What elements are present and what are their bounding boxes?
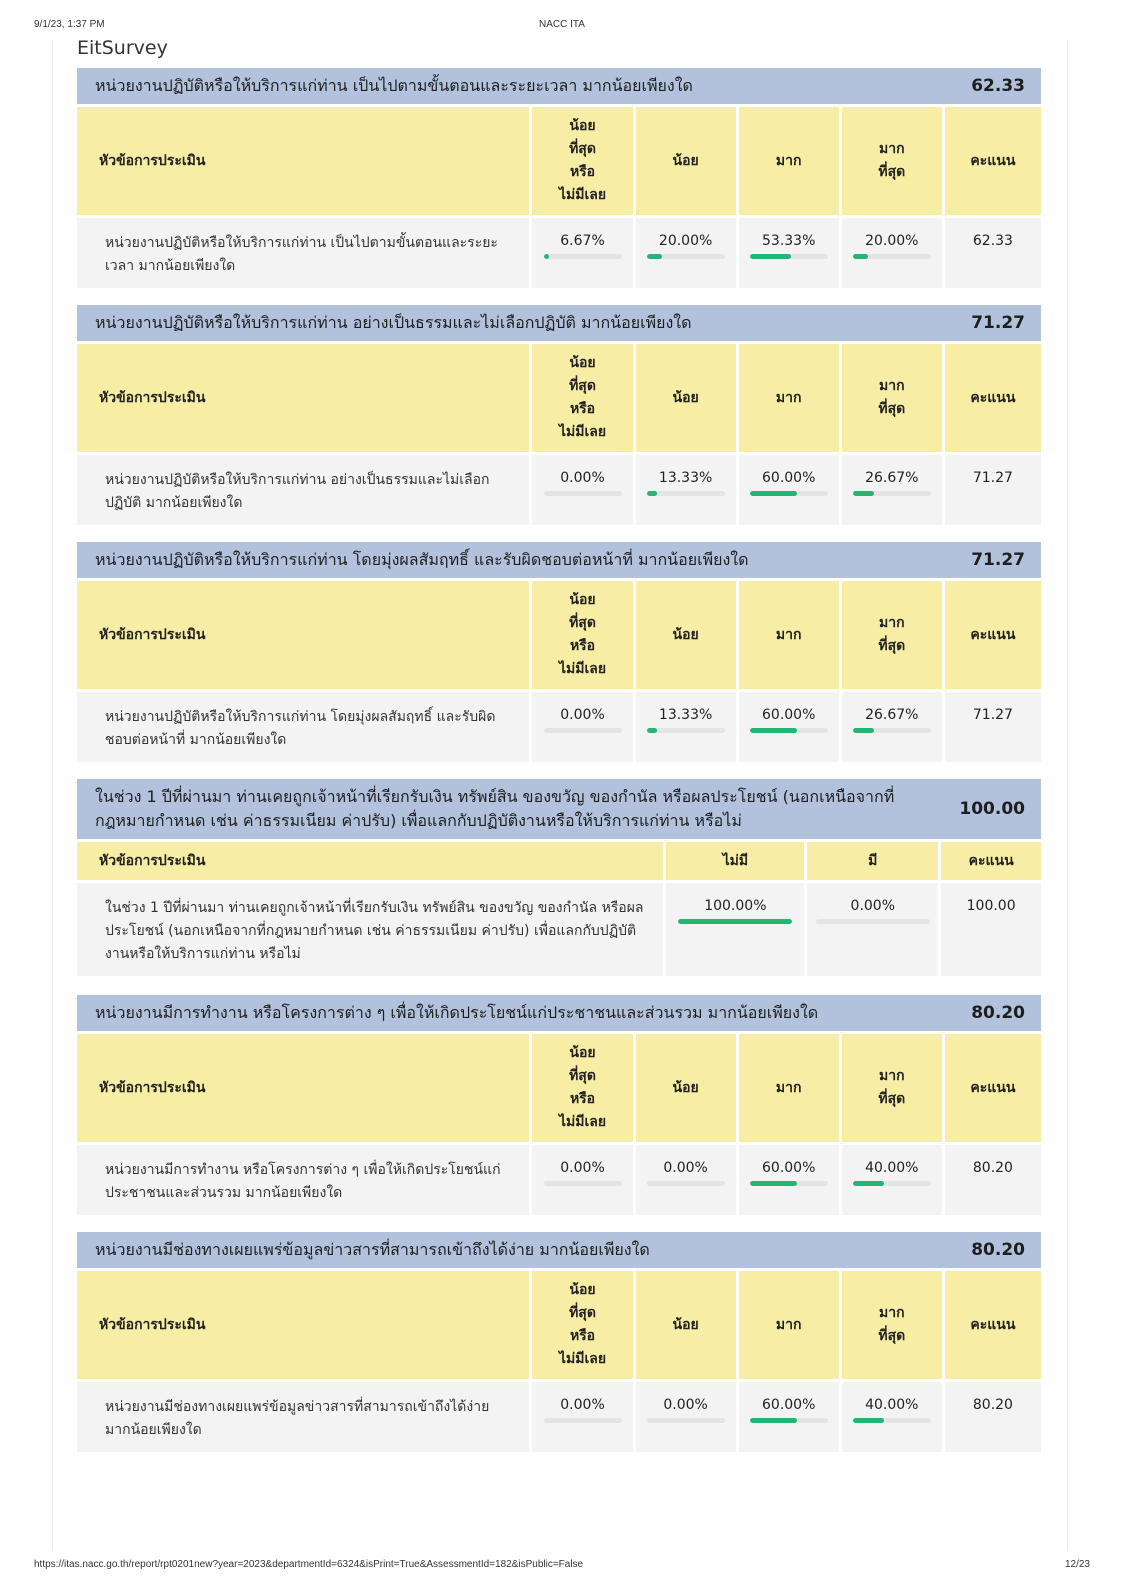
value-text: 0.00%	[560, 1397, 605, 1413]
progress-bar	[544, 491, 622, 496]
header-most: มาก ที่สุด	[842, 107, 942, 215]
value-text: 26.67%	[865, 470, 919, 486]
progress-fill	[544, 254, 549, 259]
header-much: มาก	[739, 344, 839, 452]
progress-bar	[853, 254, 931, 259]
cell-little	[636, 218, 736, 288]
question-title: หน่วยงานมีช่องทางเผยแพร่ข้อมูลข่าวสารที่สามารถเข้าถึงได้ง่าย มากน้อยเพียงใด	[95, 1240, 650, 1259]
cell-score	[945, 218, 1041, 288]
header-least: น้อย ที่สุด หรือ ไม่มีเลย	[532, 107, 632, 215]
cell-little	[636, 455, 736, 525]
value-text: 0.00%	[560, 707, 605, 723]
value-text: 62.33	[972, 233, 1013, 249]
value-text: 0.00%	[560, 470, 605, 486]
value-text: 60.00%	[762, 1397, 816, 1413]
question-title: หน่วยงานปฏิบัติหรือให้บริการแก่ท่าน โดยมุ่งผลสัมฤทธิ์ และรับผิดชอบต่อหน้าที่ มากน้อยเพียงใด	[95, 550, 749, 569]
header-item: หัวข้อการประเมิน	[77, 842, 663, 880]
value-text: 80.20	[972, 1160, 1013, 1176]
cell-no	[666, 883, 804, 976]
progress-fill	[647, 491, 657, 496]
value-text: 0.00%	[663, 1397, 708, 1413]
header-most: มาก ที่สุด	[842, 344, 942, 452]
page-number: 12/23	[1064, 1559, 1090, 1570]
question-section-3	[77, 542, 1041, 765]
table-row	[77, 218, 1041, 288]
value-text: 100.00	[966, 898, 1016, 914]
question-title: หน่วยงานมีการทำงาน หรือโครงการต่าง ๆ เพื่อให้เกิดประโยชน์แก่ประชาชนและส่วนรวม มากน้อยเพียงใด	[95, 1003, 819, 1022]
cell-much	[739, 1382, 839, 1452]
header-much: มาก	[739, 1034, 839, 1142]
progress-bar	[750, 1181, 828, 1186]
header-little: น้อย	[636, 344, 736, 452]
brand-logo: EitSurvey	[77, 37, 168, 59]
question-section-4	[77, 779, 1041, 979]
print-header	[34, 19, 1090, 33]
cell-much	[739, 1145, 839, 1215]
header-no: ไม่มี	[666, 842, 804, 880]
question-section-6	[77, 1232, 1041, 1455]
rating-table	[74, 1031, 1044, 1218]
progress-fill	[853, 1181, 884, 1186]
value-text: 40.00%	[865, 1397, 919, 1413]
value-text: 0.00%	[560, 1160, 605, 1176]
progress-fill	[750, 728, 797, 733]
print-title: NACC ITA	[539, 19, 585, 30]
progress-bar	[750, 491, 828, 496]
value-text: 20.00%	[658, 233, 713, 249]
progress-bar	[647, 491, 725, 496]
header-most: มาก ที่สุด	[842, 1271, 942, 1379]
header-least: น้อย ที่สุด หรือ ไม่มีเลย	[532, 1271, 632, 1379]
value-text: 80.20	[972, 1397, 1013, 1413]
header-little: น้อย	[636, 107, 736, 215]
value-text: 40.00%	[865, 1160, 919, 1176]
header-item: หัวข้อการประเมิน	[77, 1271, 529, 1379]
header-most: มาก ที่สุด	[842, 1034, 942, 1142]
progress-fill	[647, 728, 657, 733]
progress-fill	[678, 919, 792, 924]
value-text: 71.27	[972, 707, 1013, 723]
question-header	[77, 1232, 1041, 1268]
table-row	[77, 455, 1041, 525]
table-row	[77, 1145, 1041, 1215]
table-row	[77, 692, 1041, 762]
header-item: หัวข้อการประเมิน	[77, 107, 529, 215]
row-question: หน่วยงานมีช่องทางเผยแพร่ข้อมูลข่าวสารที่สามารถเข้าถึงได้ง่าย มากน้อยเพียงใด	[77, 1382, 529, 1452]
cell-score	[945, 1382, 1041, 1452]
progress-bar	[647, 1181, 725, 1186]
progress-bar	[853, 491, 931, 496]
question-score: 100.00	[959, 799, 1025, 819]
cell-least	[532, 455, 632, 525]
progress-bar	[544, 1418, 622, 1423]
question-title: ในช่วง 1 ปีที่ผ่านมา ท่านเคยถูกเจ้าหน้าที่เรียกรับเงิน ทรัพย์สิน ของขวัญ ของกำนัล หรือผลประโยชน์ (นอกเหนือจากที่กฎหมายกำหนด เช่น ค่าธรรมเนียม ค่าปรับ) เพื่อแลกกับปฏิบัติงานหรือให้บริการแก่ท่าน หรือไม่	[95, 787, 895, 830]
progress-bar	[678, 919, 792, 924]
progress-fill	[750, 1181, 797, 1186]
header-least: น้อย ที่สุด หรือ ไม่มีเลย	[532, 344, 632, 452]
row-question: หน่วยงานปฏิบัติหรือให้บริการแก่ท่าน โดยมุ่งผลสัมฤทธิ์ และรับผิดชอบต่อหน้าที่ มากน้อยเพียงใด	[77, 692, 529, 762]
cell-most	[842, 455, 942, 525]
progress-fill	[853, 728, 874, 733]
question-score: 71.27	[971, 550, 1025, 570]
cell-score	[941, 883, 1041, 976]
progress-fill	[647, 254, 663, 259]
row-question: ในช่วง 1 ปีที่ผ่านมา ท่านเคยถูกเจ้าหน้าที่เรียกรับเงิน ทรัพย์สิน ของขวัญ ของกำนัล หรือผลประโยชน์ (นอกเหนือจากที่กฎหมายกำหนด เช่น ค่าธรรมเนียม ค่าปรับ) เพื่อแลกกับปฏิบัติงานหรือให้บริการแก่ท่าน หรือไม่	[77, 883, 663, 976]
rating-table	[74, 104, 1044, 291]
cell-score	[945, 692, 1041, 762]
progress-bar	[750, 254, 828, 259]
question-score: 62.33	[971, 76, 1025, 96]
question-header	[77, 542, 1041, 578]
progress-fill	[750, 1418, 797, 1423]
header-little: น้อย	[636, 1034, 736, 1142]
cell-least	[532, 692, 632, 762]
progress-bar	[647, 728, 725, 733]
cell-little	[636, 692, 736, 762]
progress-fill	[853, 491, 874, 496]
header-yes: มี	[807, 842, 938, 880]
progress-fill	[853, 254, 869, 259]
question-header	[77, 779, 1041, 839]
header-much: มาก	[739, 581, 839, 689]
progress-bar	[544, 728, 622, 733]
header-score: คะแนน	[945, 1034, 1041, 1142]
progress-bar	[544, 254, 622, 259]
question-score: 80.20	[971, 1240, 1025, 1260]
row-question: หน่วยงานปฏิบัติหรือให้บริการแก่ท่าน เป็นไปตามขั้นตอนและระยะเวลา มากน้อยเพียงใด	[77, 218, 529, 288]
header-score: คะแนน	[941, 842, 1041, 880]
question-score: 71.27	[971, 313, 1025, 333]
header-little: น้อย	[636, 581, 736, 689]
header-score: คะแนน	[945, 1271, 1041, 1379]
value-text: 13.33%	[658, 707, 713, 723]
value-text: 0.00%	[850, 898, 896, 914]
print-footer	[34, 1559, 1090, 1573]
yesno-table	[74, 839, 1044, 979]
progress-bar	[647, 1418, 725, 1423]
cell-least	[532, 1382, 632, 1452]
question-title: หน่วยงานปฏิบัติหรือให้บริการแก่ท่าน อย่างเป็นธรรมและไม่เลือกปฏิบัติ มากน้อยเพียงใด	[95, 313, 692, 332]
print-url: https://itas.nacc.go.th/report/rpt0201new?year=2023&departmentId=6324&isPrint=True&AssessmentId=182&isPublic=False	[34, 1559, 584, 1570]
progress-bar	[853, 1418, 931, 1423]
progress-fill	[750, 491, 797, 496]
cell-much	[739, 455, 839, 525]
cell-much	[739, 692, 839, 762]
header-score: คะแนน	[945, 107, 1041, 215]
cell-most	[842, 1145, 942, 1215]
header-least: น้อย ที่สุด หรือ ไม่มีเลย	[532, 1034, 632, 1142]
value-text: 0.00%	[663, 1160, 708, 1176]
question-title: หน่วยงานปฏิบัติหรือให้บริการแก่ท่าน เป็นไปตามขั้นตอนและระยะเวลา มากน้อยเพียงใด	[95, 76, 693, 95]
progress-bar	[853, 1181, 931, 1186]
question-section-2	[77, 305, 1041, 528]
cell-most	[842, 1382, 942, 1452]
value-text: 71.27	[972, 470, 1013, 486]
value-text: 60.00%	[762, 1160, 816, 1176]
question-header	[77, 305, 1041, 341]
header-most: มาก ที่สุด	[842, 581, 942, 689]
rating-table	[74, 1268, 1044, 1455]
cell-least	[532, 1145, 632, 1215]
cell-score	[945, 1145, 1041, 1215]
rating-table	[74, 578, 1044, 765]
value-text: 13.33%	[658, 470, 713, 486]
progress-bar	[647, 254, 725, 259]
header-score: คะแนน	[945, 344, 1041, 452]
row-question: หน่วยงานมีการทำงาน หรือโครงการต่าง ๆ เพื่อให้เกิดประโยชน์แก่ประชาชนและส่วนรวม มากน้อยเพียงใด	[77, 1145, 529, 1215]
value-text: 60.00%	[762, 707, 816, 723]
question-section-5	[77, 995, 1041, 1218]
row-question: หน่วยงานปฏิบัติหรือให้บริการแก่ท่าน อย่างเป็นธรรมและไม่เลือกปฏิบัติ มากน้อยเพียงใด	[77, 455, 529, 525]
print-datetime: 9/1/23, 1:37 PM	[34, 19, 105, 30]
cell-little	[636, 1382, 736, 1452]
value-text: 100.00%	[704, 898, 767, 914]
value-text: 6.67%	[560, 233, 605, 249]
progress-fill	[853, 1418, 884, 1423]
cell-most	[842, 692, 942, 762]
header-item: หัวข้อการประเมิน	[77, 344, 529, 452]
progress-bar	[853, 728, 931, 733]
cell-little	[636, 1145, 736, 1215]
value-text: 60.00%	[762, 470, 816, 486]
question-section-1	[77, 68, 1041, 291]
table-row	[77, 1382, 1041, 1452]
progress-fill	[750, 254, 792, 259]
header-much: มาก	[739, 1271, 839, 1379]
cell-score	[945, 455, 1041, 525]
header-item: หัวข้อการประเมิน	[77, 1034, 529, 1142]
value-text: 20.00%	[865, 233, 919, 249]
progress-bar	[544, 1181, 622, 1186]
progress-bar	[816, 919, 930, 924]
header-little: น้อย	[636, 1271, 736, 1379]
rating-table	[74, 341, 1044, 528]
value-text: 26.67%	[865, 707, 919, 723]
cell-most	[842, 218, 942, 288]
table-row	[77, 883, 1041, 976]
header-least: น้อย ที่สุด หรือ ไม่มีเลย	[532, 581, 632, 689]
question-score: 80.20	[971, 1003, 1025, 1023]
cell-least	[532, 218, 632, 288]
value-text: 53.33%	[762, 233, 816, 249]
header-much: มาก	[739, 107, 839, 215]
progress-bar	[750, 728, 828, 733]
header-score: คะแนน	[945, 581, 1041, 689]
header-item: หัวข้อการประเมิน	[77, 581, 529, 689]
progress-bar	[750, 1418, 828, 1423]
question-header	[77, 995, 1041, 1031]
question-header	[77, 68, 1041, 104]
cell-yes	[807, 883, 938, 976]
cell-much	[739, 218, 839, 288]
